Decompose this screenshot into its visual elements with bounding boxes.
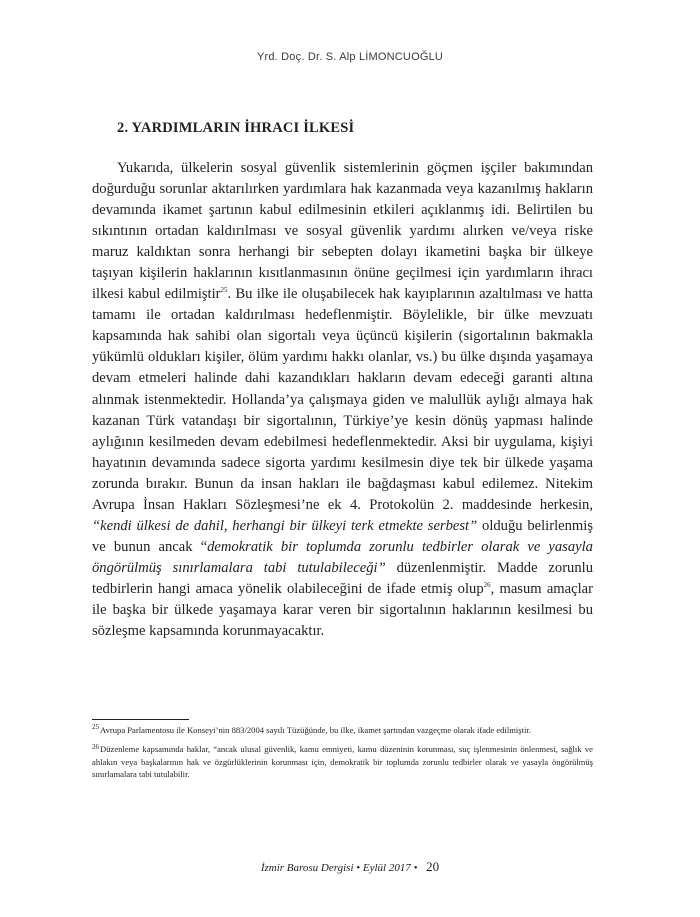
page-number: 20 bbox=[426, 859, 440, 874]
section-title: 2. YARDIMLARIN İHRACI İLKESİ bbox=[117, 120, 355, 136]
quote-italic: “kendi ülkesi de dahil, herhangi bir ülkeyi terk etmekte serbest” bbox=[92, 517, 478, 534]
body-text bbox=[92, 158, 593, 642]
body-segment: olduğu belirlenmiş ve bunun ancak “ bbox=[92, 517, 593, 555]
page-footer bbox=[0, 859, 700, 875]
footnote-number: 25 bbox=[92, 723, 99, 732]
footnote-number: 26 bbox=[92, 742, 99, 751]
body-segment: Yukarıda, ülkelerin sosyal güvenlik sistemlerinin göçmen işçiler bakımından doğurduğu sorunlar aktarılırken yardımlara hak kazanmada veya kazanılmış hakların devamında ikamet şartının kabul edilmesinin etkileri açıklanmış idi. Belirtilen bu sıkıntının ortadan kaldırılması ve sosyal güvenlik yardımı alırken ve/veya riske maruz kaldıktan sonra herhangi bir sebepten dolayı ikametini başka bir ülkeye taşıyan kişilerin haklarının kısıtlanmasının önüne geçilmesi için yardımların ihracı ilkesi kabul edilmiştir bbox=[92, 160, 593, 303]
running-head-author: Yrd. Doç. Dr. S. Alp LİMONCUOĞLU bbox=[256, 51, 444, 63]
body-segment: . Bu ilke ile oluşabilecek hak kayıplarının azaltılması ve hatta tamamı ile ortadan kaldırılması hedeflenmiştir. Böylelikle, bir ülke mevzuatı kapsamında hak sahibi olan sigortalı veya üçüncü kişilerin (sigortalının bakmakla yükümlü oldukları kişiler, ölüm yardımı hakkı olanlar, vs.) bu ülke dışında yaşamaya devam etmeleri halinde dahi kazandıkları hakların devam edeceği garanti altına alınmak istenmektedir. Hollanda’ya çalışmaya giden ve malullük aylığı almaya hak kazanan Türk vatandaşı bir sigortalının, Türkiye’ye kesin dönüş yapması halinde aylığının kesilmeden devam edebilmesi hedeflenmektedir. Aksi bir uygulama, kişiyi hayatının devamında sadece sigorta yardımı kesilmesin diye tek bir ülkede yaşama zorunda bırakır. Bunun da insan hakları ile bağdaşması kabul edilemez. Nitekim Avrupa İnsan Hakları Sözleşmesi’ne ek 4. Protokolün 2. maddesinde herkesin, bbox=[92, 286, 593, 513]
footnote-ref-25[interactable]: 25 bbox=[220, 286, 228, 295]
footnote-divider bbox=[92, 719, 189, 720]
footnote-ref-26[interactable]: 26 bbox=[483, 581, 491, 590]
body-segment: , masum amaçlar ile başka bir ülkede yaşamaya karar veren bir sigortalının haklarının kesilmesi bu sözleşme kapsamında korunmayacaktır. bbox=[92, 580, 593, 640]
footnote-text: Avrupa Parlamentosu ile Konseyi’nin 883/2004 sayılı Tüzüğünde, bu ilke, ikamet şartından vazgeçme olarak ifade edilmiştir. bbox=[100, 725, 531, 735]
footnote-26 bbox=[92, 743, 593, 780]
body-paragraph bbox=[92, 158, 593, 642]
quote-italic: demokratik bir toplumda zorunlu tedbirler olarak ve yasayla öngörülmüş sınırlamalara tabi tutulabileceği” bbox=[92, 538, 593, 576]
footnotes bbox=[92, 724, 593, 788]
footnote-text: Düzenleme kapsamında haklar, “ancak ulusal güvenlik, kamu emniyeti, kamu düzeninin korunması, suç işlenmesinin önlenmesi, sağlık ve ahlakın veya başkalarının hak ve özgürlüklerinin korunması için, demokratik bir toplumda zorunlu tedbirler olarak ve yasayla öngörülmüş sınırlamalara tabi tutulabilir. bbox=[92, 744, 593, 780]
body-segment: düzenlenmiştir. Madde zorunlu tedbirlerin hangi amaca yönelik olabileceğini de ifade etmiş olup bbox=[92, 559, 593, 597]
journal-name: İzmir Barosu Dergisi • Eylül 2017 • bbox=[260, 862, 418, 874]
footnote-25 bbox=[92, 724, 593, 736]
